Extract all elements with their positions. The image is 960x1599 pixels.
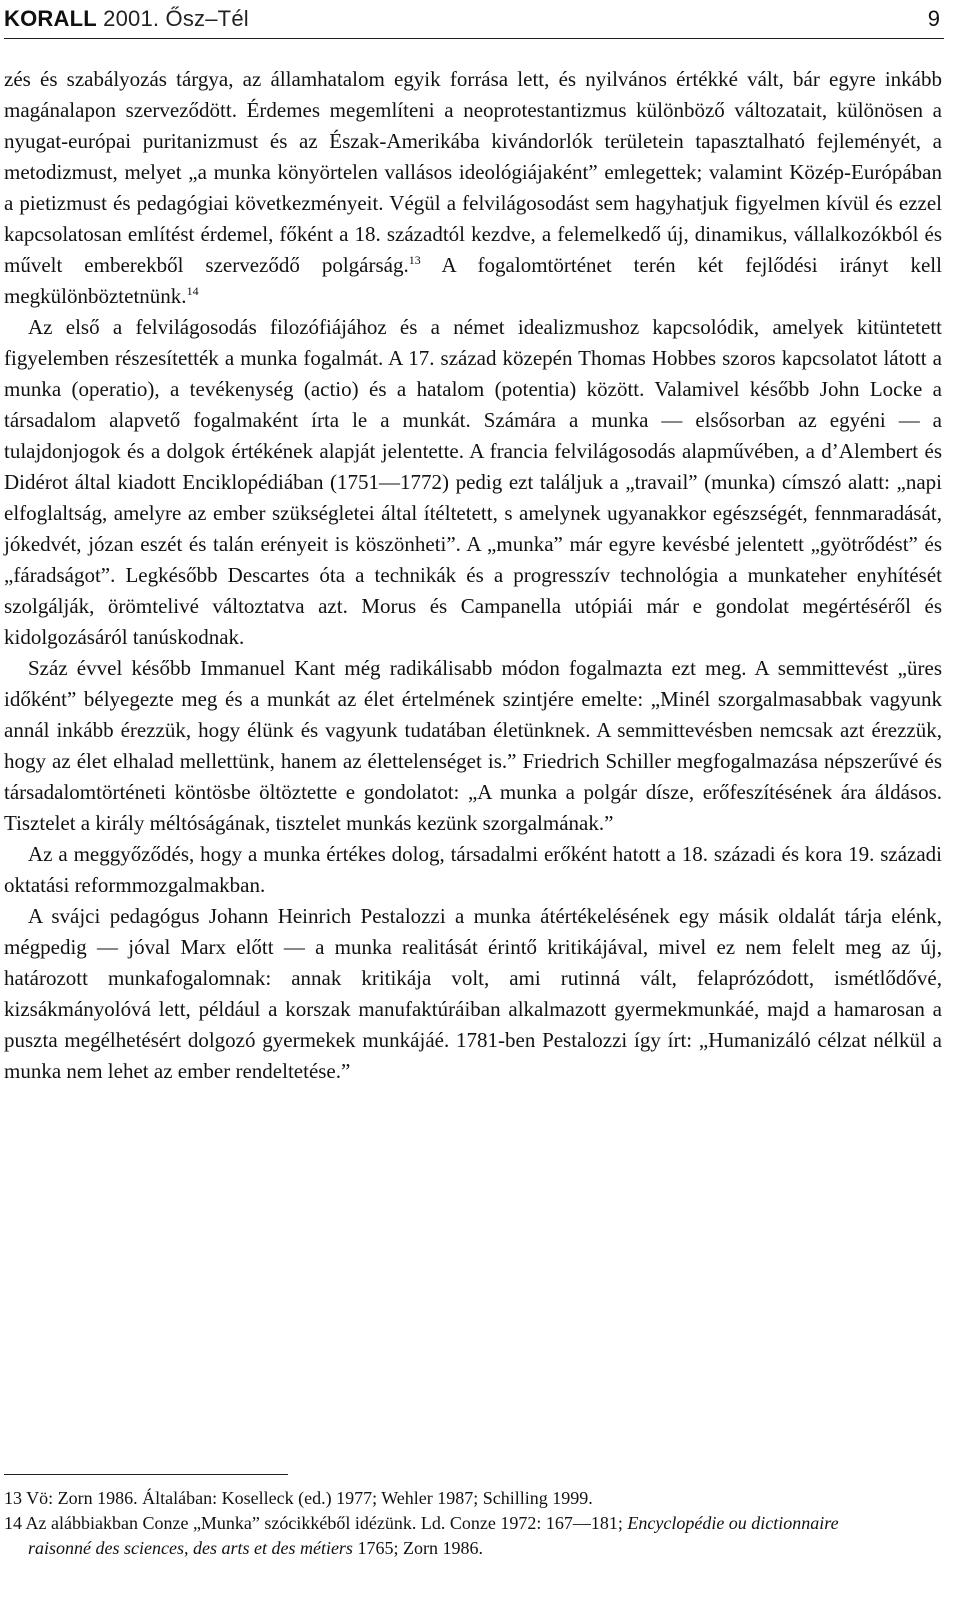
body-text <box>4 64 942 1087</box>
footnote-ref-13[interactable]: 13 <box>408 253 421 267</box>
footnote-ref-14[interactable]: 14 <box>186 284 199 298</box>
paragraph-2: Az első a felvilágosodás filozófiájához és a német idealizmushoz kapcsolódik, amelyek kitüntetett figyelemben részesítették a munka fogalmát. A 17. század közepén Thomas Hobbes szoros kapcsolatot látott a munka (operatio), a tevékenység (actio) és a hatalom (potentia) között. Valamivel később John Locke a társadalom alapvető fogalmaként írta le a munkát. Számára a munka — elsősorban az egyéni — a tulajdonjogok és a dolgok értékének alapját jelentette. A francia felvilágosodás alapművében, a d’Alembert és Didérot által kiadott Enciklopédiában (1751—1772) pedig ezt találjuk a „travail” (munka) címszó alatt: „napi elfoglaltság, amelyre az ember szükségletei által ítéltetett, s amelynek ugyanakkor egészségét, fennmaradását, jókedvét, józan eszét és talán erényeit is köszönheti”. A „munka” már egyre kevésbé jelentett „gyötrődést” és „fáradságot”. Legkésőbb Descartes óta a technikák és a progresszív technológia a munkateher enyhítését szolgálják, örömtelivé változtatva azt. Morus és Campanella utópiái már e gondolat megértéséről és kidolgozásáról tanúskodnak. <box>4 315 942 649</box>
footnotes <box>4 1486 942 1561</box>
paragraph-1-text-a: zés és szabályozás tárgya, az államhatalom egyik forrása lett, és nyilvános értékké vált, bár egyre inkább magánalapon szerveződött. Érdemes megemlíteni a neoprotestantizmus különböző változatait, különösen a nyugat-európai puritanizmust és az Észak-Amerikába kivándorlók területein tapasztalható fejleményét, a metodizmust, melyet „a munka könyörtelen vallásos ideológiájaként” emlegettek; valamint Közép-Európában a pietizmust és pedagógiai következményeit. Végül a felvilágosodást sem hagyhatjuk figyelmen kívül és ezzel kapcsolatosan említést érdemel, főként a 18. századtól kezdve, a felemelkedő új, dinamikus, vállalkozókból és művelt emberekből szerveződő polgárság. <box>4 67 942 277</box>
paragraph-4: Az a meggyőződés, hogy a munka értékes dolog, társadalmi erőként hatott a 18. századi és kora 19. századi oktatási reformmozgalmakban. <box>4 842 942 897</box>
footnote-14-text-a: 14 Az alábbiakban Conze „Munka” szócikkéből idézünk. Ld. Conze 1972: 167—181; <box>4 1513 628 1533</box>
footnote-14-text-b: 1765; Zorn 1986. <box>352 1538 483 1558</box>
issue-label: 2001. Ősz–Tél <box>103 6 249 31</box>
paragraph-5: A svájci pedagógus Johann Heinrich Pestalozzi a munka átértékelésének egy másik oldalát tárja elénk, mégpedig — jóval Marx előtt — a munka realitását érintő kritikájával, mivel ez nem felelt meg az új, határozott munkafogalomnak: annak kritikája volt, ami rutinná vált, felaprózódott, ismétlődővé, kizsákmányolóvá lett, például a korszak manufaktúráiban alkalmazott gyermekmunkáé, majd a hamarosan a puszta megélhetésért dolgozó gyermekek munkájáé. 1781-ben Pestalozzi így írt: „Humanizáló célzat nélkül a munka nem lehet az ember rendeltetése.” <box>4 904 942 1083</box>
paragraph-1 <box>4 64 942 312</box>
page-number: 9 <box>927 6 940 31</box>
footnote-14-title-b: raisonné des sciences, des arts et des métiers <box>28 1538 353 1558</box>
paragraph-3: Száz évvel később Immanuel Kant még radikálisabb módon fogalmazta ezt meg. A semmittevést „üres időként” bélyegezte meg és a munkát az élet értelmének szintjére emelte: „Minél szorgalmasabbak vagyunk annál inkább érezzük, hogy élünk és vagyunk tudatában életünknek. A semmittevésben nemcsak azt érezzük, hogy az élet elhalad mellettünk, hanem az élettelenséget is.” Friedrich Schiller megfogalmazása népszerűvé és társadalomtörténeti köntösbe öltöztette e gondolatot: „A munka a polgár dísze, erőfeszítésének ára áldásos. Tisztelet a király méltóságának, tisztelet munkás kezünk szorgalmának.” <box>4 656 942 835</box>
paragraph-1-text-b: A fogalomtörténet terén két fejlődési irányt kell megkülönböztetnünk. <box>4 253 942 308</box>
journal-title: KORALL <box>4 6 97 31</box>
footnote-divider <box>4 1474 288 1475</box>
footnote-14-title-a: Encyclopédie ou dictionnaire <box>627 1513 839 1533</box>
footnote-13: 13 Vö: Zorn 1986. Általában: Koselleck (ed.) 1977; Wehler 1987; Schilling 1999. <box>4 1488 593 1508</box>
running-header <box>4 4 944 39</box>
footnote-14 <box>4 1511 942 1561</box>
header-left <box>4 6 249 32</box>
